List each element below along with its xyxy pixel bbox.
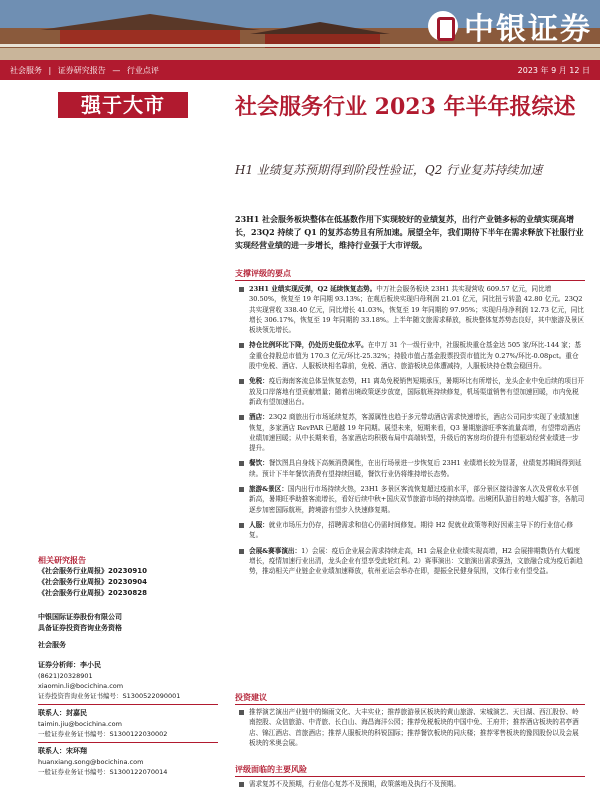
report-title: 社会服务行业 2023 年半年报综述 [235,94,576,120]
section-rule [235,280,585,281]
brand-logo [428,4,592,48]
brand-name: 中银证券 [464,12,592,47]
contact-email[interactable]: taimin.jiu@bocichina.com [38,720,122,728]
rating-badge: 强于大市 [58,92,188,118]
risk-heading: 评级面临的主要风险 [235,764,307,774]
analyst-block [38,660,218,777]
crumb-sep: — [112,65,121,75]
risk-block [235,779,585,794]
list-item: 需求复苏不及预期，行业信心复苏不及预期，政策落地及执行不及预期。 [235,779,585,789]
analyst-email[interactable]: xiaomin.li@bocichina.com [38,682,124,690]
divider [38,704,218,705]
contact-cert: 一般证券业务证书编号：S1300122070014 [38,768,168,776]
crumb-sep: | [48,65,52,75]
bank-logo-icon [428,11,458,41]
list-item: 持仓比例环比下降，仍处历史低位水平。在申万 31 个一级行业中，社服板块重仓基金达 505 家/环比-144 家；基金重仓持股总市值为 170.3 亿元/环比-25.32%；持股市值占基金股票投资市值比为 0.27%/环比-0.08pct。重仓股中免税、酒店、人服板块相名靠前，免税、酒店、旅游板块总体遭减持，人服板块持仓数会稳回升。 [235,340,585,371]
contact-cert: 一般证券业务证书编号：S1300122030002 [38,730,168,738]
support-bullets [235,284,585,581]
advice-heading: 投资建议 [235,692,267,702]
meta-bar [0,60,600,80]
list-item: 免税：疫后海南客流总体呈恢复态势，H1 离岛免税销售短期承压，暑期环比有所增长，龙头企业中免后续的项目开放及口岸落地有望贡献增量；随着出境政策逐步放宽，国际航班持续修复，机场渠道销售有望加速回暖，市内免税新政有望加速出台。 [235,376,585,407]
sector-label: 社会服务 [38,641,66,649]
analyst-name: 证券分析师：李小民 [38,661,101,669]
related-heading: 相关研究报告 [38,556,86,565]
list-item: 人服：就业市场压力仍存，招聘需求和信心仍需时间修复。期待 H2 促就业政策等利好因素主导下的行业信心修复。 [235,520,585,541]
advice-block [235,707,585,753]
firm-info [38,612,218,651]
contact-name: 联系人：封嘉民 [38,709,87,717]
analyst-cert: 证券投资咨询业务证书编号：S1300522090001 [38,692,181,700]
list-item: 23H1 业绩实现反弹，Q2 延续恢复态势。中万社会服务板块 23H1 共实现营收 609.57 亿元，同比增 30.50%，恢复至 19 年同期 93.13%；在观后板块实现归母利润 21.01 亿元，同比扭亏转盈 42.80 亿元。23Q2 共实现营收 338.40 亿元，同比增长 41.03%，恢复至 19 年同期的 97.95%；实现归母净利润 12.73 亿元，同比增长 306.17%，恢复至 19 年同期的 33.18%。上半年随文旅需求释放，板块整体复苏势态良好，其中旅游及景区板块领先增长。 [235,284,585,335]
list-item: 酒店：23Q2 商旅出行市场延续复苏，客源属性也趋于多元带动酒店需求快速增长，酒店公司同步实现了业绩加速恢复，多家酒店 RevPAR 已超越 19 年同期。展望未来，短期来看，Q3 暑期旅游旺季客流量高增，有望带动酒店业绩加速回暖；从中长期来看，各家酒店均积极布局中高端转型，升级后的客房均价提升有望驱动经营业绩进一步提升。 [235,412,585,453]
section-rule [235,704,585,705]
breadcrumb [10,65,163,76]
list-item: 会展&赛事演出：1）会展：疫后企业展会需求持续走高，H1 会展企业业绩实现高增，H2 会展排期数仍有大幅度增长，疫情加速行业出清，龙头企业有望享受此轮红利。2）赛事演出：文旅演出需求强劲，文旅融合成为疫后新趋势，推动相关产业链企业业绩加速释放，杭州亚运会举办在即，提振全民健身氛围，文体行业有望受益。 [235,546,585,577]
support-heading: 支撑评级的要点 [235,268,291,278]
firm-name: 中银国际证券股份有限公司 [38,613,122,621]
related-report-link[interactable]: 《社会服务行业周报》20230904 [38,578,147,586]
related-reports [38,555,218,599]
header-banner [0,0,600,60]
related-report-link[interactable]: 《社会服务行业周报》20230910 [38,567,147,575]
related-report-link[interactable]: 《社会服务行业周报》20230828 [38,589,147,597]
section-rule [235,776,585,777]
list-item: 餐饮：餐饮图具自身线下高频消费属性，在出行场景进一步恢复后 23H1 业绩增长较为显著，业绩复苏期间得到延续。预计下半年餐饮消费有望持续回暖，餐饮行业仍将维持增长态势。 [235,458,585,479]
report-summary: 23H1 社会服务板块整体在低基数作用下实现较好的业绩复苏，出行产业链多标的业绩实现高增长，23Q2 持续了 Q1 的复苏态势且有所加速。展望全年，我们期待下半年在需求释放下社服行业实现经营业绩的进一步增长，维持行业强于大市评级。 [235,214,584,250]
contact-email[interactable]: huanxiang.song@bocichina.com [38,758,144,766]
report-subtitle: H1 业绩复苏预期得到阶段性验证，Q2 行业复苏持续加速 [235,163,543,177]
contact-name: 联系人：宋环翔 [38,747,87,755]
crumb-sector: 社会服务 [10,65,42,75]
list-item: 旅游&景区：国内出行市场持续火热，23H1 多景区客流恢复超过疫前水平，部分景区接待游客人次及营收水平创新高，暑期旺季助推客流增长，看好后续中秋+国庆双节旅游市场的持续高增。出境团队游目的地大幅扩容，各航司逐步加密国际航班，跨境游有望步入快速修复期。 [235,484,585,515]
list-item: 推荐演艺演出产业链中的锦雨文化、大丰实业；推荐旅游景区板块的黄山旅游、宋城演艺、天目湖、西江股份、岭南控股、众信旅游、中青旅、长白山、海昌海洋公园；推荐免税板块的中国中免、王府井；推荐酒店板块的君亭酒店、锦江酒店、首旅酒店；推荐人服板块的科锐国际；推荐餐饮板块的同庆楼；推荐零售板块的豫园股份以及会展板块的米奥会展。 [235,707,585,748]
crumb-subtype: 行业点评 [126,65,159,75]
analyst-phone: (8621)20328901 [38,672,93,680]
divider [38,742,218,743]
firm-qualification: 具备证券投资咨询业务资格 [38,624,122,632]
crumb-type: 证券研究报告 [57,65,106,75]
report-date: 2023 年 9 月 12 日 [517,65,590,75]
